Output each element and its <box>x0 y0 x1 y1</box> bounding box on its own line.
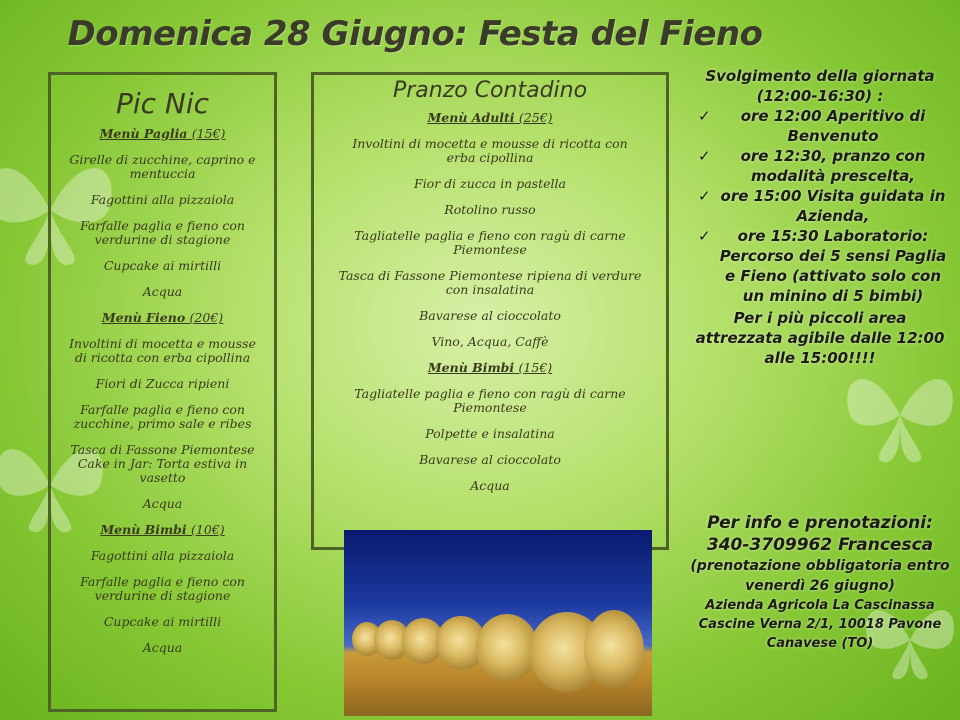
menu-item: Acqua <box>142 496 183 511</box>
menu-item: Vino, Acqua, Caffè <box>431 334 549 349</box>
menu-item: Acqua <box>142 284 183 299</box>
pranzo-sections <box>314 111 666 493</box>
hay-bale <box>584 610 644 690</box>
menu-item: Cupcake ai mirtilli <box>103 258 222 273</box>
page-title: Domenica 28 Giugno: Festa del Fieno <box>67 14 763 54</box>
schedule-item: ✓ ore 15:30 Laboratorio: Percorso dei 5 sensi Paglia e Fieno (attivato solo con un minino di 5 bimbi) <box>698 227 947 305</box>
menu-item: Rotolino russo <box>444 202 536 217</box>
butterfly-icon <box>840 360 960 470</box>
menu-item: Farfalle paglia e fieno con verdurine di stagione <box>80 574 245 603</box>
menu-item: Girelle di zucchine, caprino e mentuccia <box>69 152 256 181</box>
picnic-sections <box>51 127 274 655</box>
schedule-item: ✓ ore 15:00 Visita guidata in Azienda, <box>698 187 946 225</box>
menu-section-heading: Menù Bimbi (10€) <box>100 522 225 537</box>
menu-item: Tasca di Fassone Piemontese ripiena di verdure con insalatina <box>338 268 642 297</box>
hay-bales-photo <box>344 530 652 716</box>
menu-section-heading: Menù Paglia (15€) <box>99 126 226 141</box>
contact-info <box>690 512 950 653</box>
schedule-list <box>690 106 950 306</box>
schedule-item: ✓ ore 12:00 Aperitivo di Benvenuto <box>698 107 926 145</box>
schedule-block <box>690 66 950 368</box>
menu-item: Fiori di Zucca ripieni <box>95 376 230 391</box>
schedule-heading: Svolgimento della giornata (12:00-16:30) : <box>705 67 935 105</box>
menu-item: Fior di zucca in pastella <box>414 176 566 191</box>
check-icon: ✓ <box>698 107 711 125</box>
farm-address: Azienda Agricola La Cascinassa Cascine Verna 2/1, 10018 Pavone Canavese (TO) <box>698 598 942 651</box>
check-icon: ✓ <box>698 147 711 165</box>
picnic-heading: Pic Nic <box>115 87 210 120</box>
menu-item: Fagottini alla pizzaiola <box>90 548 235 563</box>
menu-item: Acqua <box>470 478 510 493</box>
menu-item: Cupcake ai mirtilli <box>103 614 222 629</box>
menu-price: (15€) <box>518 360 553 375</box>
check-icon: ✓ <box>698 227 711 245</box>
info-heading: Per info e prenotazioni: <box>707 513 933 533</box>
menu-price: (15€) <box>191 126 226 141</box>
menu-item: Involtini di mocetta e mousse di ricotta con erba cipollina <box>352 136 628 165</box>
menu-item: Tasca di Fassone Piemontese Cake in Jar: Torta estiva in vasetto <box>70 442 255 485</box>
menu-item: Bavarese al cioccolato <box>419 308 561 323</box>
pranzo-menu-panel <box>311 72 669 550</box>
menu-price: (25€) <box>518 110 553 125</box>
menu-item: Farfalle paglia e fieno con verdurine di stagione <box>80 218 245 247</box>
check-icon: ✓ <box>698 187 711 205</box>
menu-price: (10€) <box>191 522 225 537</box>
menu-item: Bavarese al cioccolato <box>419 452 561 467</box>
menu-item: Tagliatelle paglia e fieno con ragù di carne Piemontese <box>354 228 626 257</box>
menu-item: Involtini di mocetta e mousse di ricotta con erba cipollina <box>69 336 256 365</box>
menu-section-heading: Menù Adulti (25€) <box>427 110 553 125</box>
menu-price: (20€) <box>189 310 224 325</box>
menu-section-heading: Menù Bimbi (15€) <box>427 360 553 375</box>
phone-number: 340-3709962 Francesca <box>706 535 934 555</box>
picnic-menu-panel <box>48 72 277 712</box>
kids-area-note: Per i più piccoli area attrezzata agibile dalle 12:00 alle 15:00!!!! <box>695 309 945 367</box>
menu-item: Acqua <box>142 640 183 655</box>
menu-item: Fagottini alla pizzaiola <box>90 192 235 207</box>
booking-note: (prenotazione obbligatoria entro venerdì 26 giugno) <box>690 558 950 594</box>
menu-item: Polpette e insalatina <box>425 426 555 441</box>
menu-item: Tagliatelle paglia e fieno con ragù di carne Piemontese <box>354 386 626 415</box>
schedule-item: ✓ ore 12:30, pranzo con modalità prescelta, <box>698 147 926 185</box>
pranzo-heading: Pranzo Contadino <box>392 78 588 103</box>
menu-section-heading: Menù Fieno (20€) <box>101 310 224 325</box>
menu-item: Farfalle paglia e fieno con zucchine, primo sale e ribes <box>73 402 252 431</box>
